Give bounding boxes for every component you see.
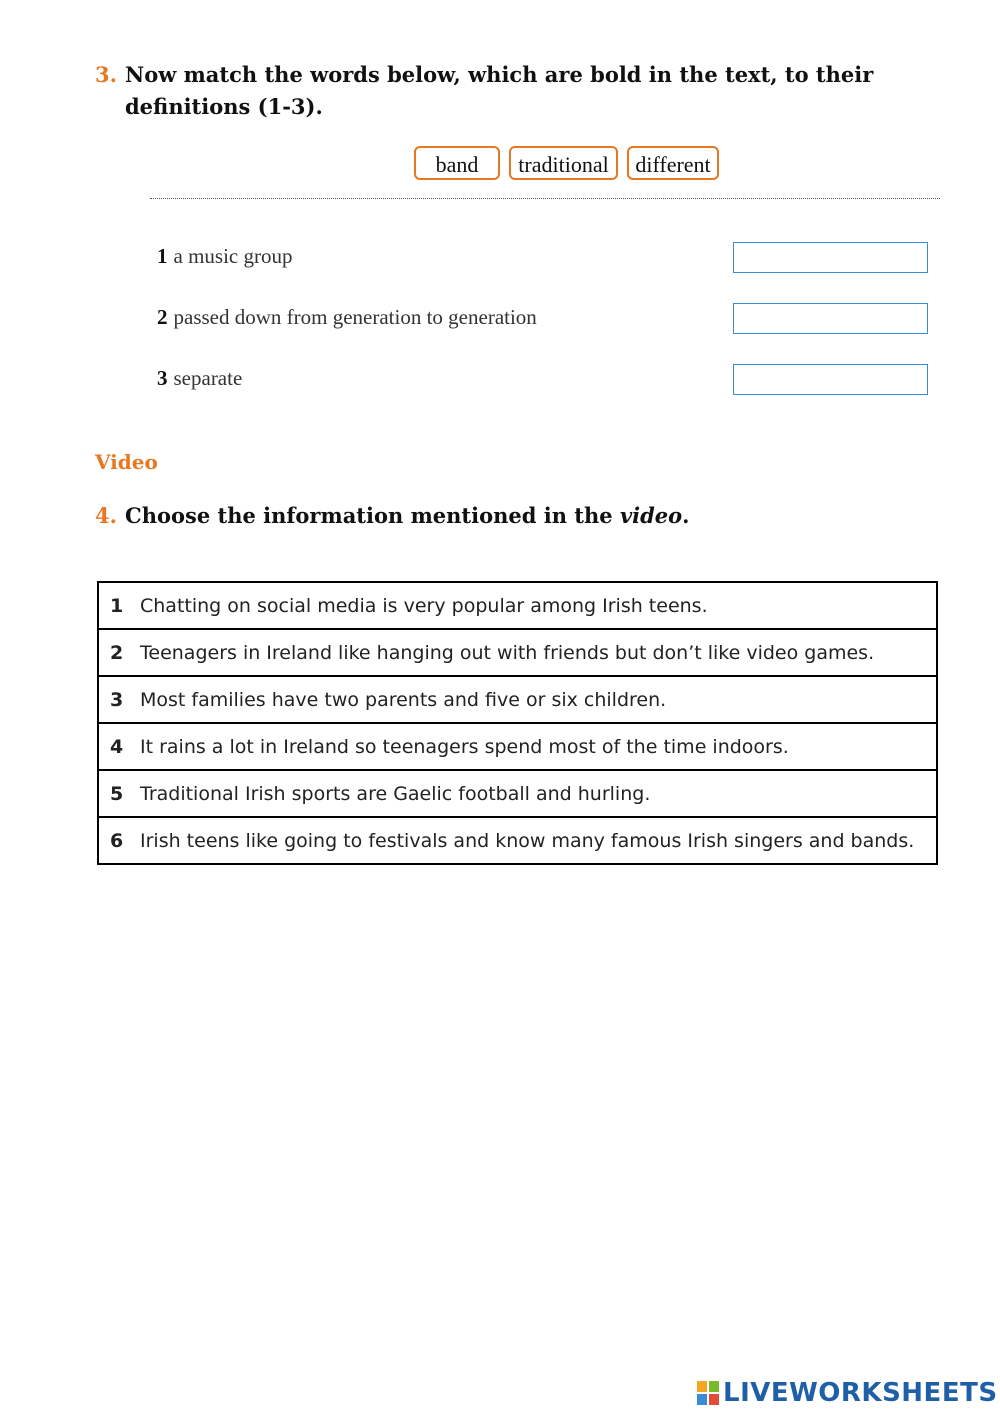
question-4-text (125, 500, 935, 532)
definition-row (157, 364, 930, 396)
word-tile-traditional[interactable]: traditional (509, 146, 618, 180)
choice-text: Irish teens like going to festivals and know many famous Irish singers and bands. (140, 817, 937, 864)
choice-text: Teenagers in Ireland like hanging out with friends but don’t like video games. (140, 629, 937, 676)
video-section-title: Video (95, 450, 158, 474)
choice-text: Chatting on social media is very popular among Irish teens. (140, 594, 708, 617)
choice-row[interactable] (98, 770, 937, 817)
liveworksheets-logo[interactable] (697, 1377, 998, 1409)
choice-row[interactable] (98, 676, 937, 723)
choice-number: 3 (98, 676, 140, 723)
choice-number: 5 (98, 770, 140, 817)
definition-number: 2 (157, 305, 168, 329)
choice-row[interactable] (98, 629, 937, 676)
liveworksheets-logo-text: LIVEWORKSHEETS (723, 1378, 998, 1408)
dotted-divider (150, 198, 940, 199)
choice-number: 4 (98, 723, 140, 770)
choice-row[interactable] (98, 817, 937, 864)
liveworksheets-logo-icon (697, 1381, 719, 1405)
definition-row (157, 303, 930, 335)
question-3-number: 3. (95, 62, 117, 87)
word-tile-band[interactable]: band (414, 146, 500, 180)
question-4-text-emphasis: video (619, 503, 683, 528)
definition-number: 1 (157, 244, 168, 268)
answer-drop-box-1[interactable] (733, 242, 928, 273)
definition-number: 3 (157, 366, 168, 390)
choice-number: 6 (98, 817, 140, 864)
answer-drop-box-3[interactable] (733, 364, 928, 395)
word-tile-different[interactable]: different (627, 146, 719, 180)
question-4-text-before: Choose the information mentioned in the (125, 503, 620, 528)
definition-text (157, 244, 292, 269)
choice-row[interactable] (98, 582, 937, 629)
choice-text: It rains a lot in Ireland so teenagers spend most of the time indoors. (140, 723, 937, 770)
definition-label: separate (173, 366, 243, 390)
choices-table (97, 581, 938, 865)
definition-label: a music group (173, 244, 293, 268)
question-4-text-after: . (682, 503, 690, 528)
question-3-text: Now match the words below, which are bold in the text, to their definitions (1-3). (125, 62, 874, 119)
choice-text: Traditional Irish sports are Gaelic football and hurling. (140, 770, 937, 817)
question-4-number: 4. (95, 503, 117, 528)
choice-number: 1 (110, 594, 124, 617)
choice-row[interactable] (98, 723, 937, 770)
definition-label: passed down from generation to generation (173, 305, 537, 329)
definition-text (157, 366, 242, 391)
choice-number: 2 (98, 629, 140, 676)
choice-text: Most families have two parents and five or six children. (140, 676, 937, 723)
answer-drop-box-2[interactable] (733, 303, 928, 334)
word-bank (414, 146, 719, 180)
definition-row (157, 242, 930, 274)
question-4-heading (95, 500, 945, 532)
definition-text (157, 305, 537, 330)
question-3-heading (95, 59, 945, 123)
